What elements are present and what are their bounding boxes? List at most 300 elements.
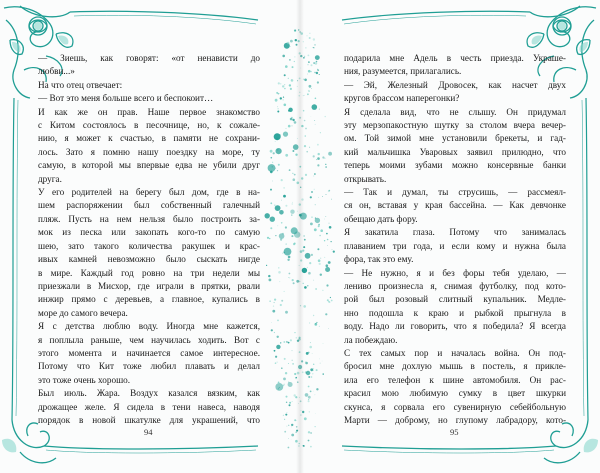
- splatter-dot: [327, 239, 329, 241]
- splatter-dot: [286, 402, 287, 403]
- splatter-dot: [284, 384, 285, 385]
- splatter-dot: [277, 320, 279, 322]
- splatter-dot: [310, 196, 312, 198]
- splatter-dot: [304, 145, 306, 147]
- text-line: фора, так это ему.: [344, 254, 414, 265]
- splatter-dot: [279, 210, 284, 215]
- splatter-dot: [286, 341, 288, 343]
- splatter-dot: [289, 84, 291, 86]
- text-line: скунса, я сорвала его сувенирную себейбольную: [344, 401, 566, 412]
- splatter-dot: [285, 65, 288, 68]
- splatter-dot: [322, 361, 323, 362]
- splatter-dot: [309, 33, 310, 34]
- splatter-dot: [320, 258, 321, 259]
- splatter-dot: [292, 401, 293, 402]
- splatter-dot: [277, 362, 278, 363]
- splatter-dot: [270, 227, 272, 229]
- splatter-dot: [317, 164, 319, 166]
- splatter-dot: [285, 128, 286, 129]
- splatter-dot: [283, 99, 284, 100]
- text-line: И как же он прав. Наше первое знакомство: [38, 106, 260, 117]
- text-line: лениво произнесла я, снимая футболку, под кото-: [344, 280, 566, 291]
- text-line: плаванием три года, и если кому и нужна была: [344, 240, 566, 251]
- splatter-dot: [280, 342, 281, 343]
- splatter-dot: [276, 92, 278, 94]
- splatter-dot: [290, 405, 291, 406]
- text-line: эту мерзопакостную шутку за столом вчера вечер-: [344, 120, 566, 131]
- splatter-dot: [284, 74, 286, 76]
- splatter-dot: [314, 189, 315, 190]
- right-page: [300, 0, 600, 473]
- splatter-dot: [312, 353, 313, 354]
- splatter-dot: [275, 138, 277, 140]
- splatter-dot: [314, 228, 317, 231]
- splatter-dot: [324, 257, 325, 258]
- splatter-dot: [318, 225, 320, 227]
- splatter-dot: [326, 233, 328, 235]
- text-line: ивых камней невозможно было сыскать нигде: [38, 254, 260, 265]
- splatter-dot: [308, 55, 310, 57]
- splatter-dot: [278, 164, 280, 166]
- splatter-dot: [310, 446, 312, 448]
- splatter-dot: [308, 352, 310, 354]
- splatter-dot: [322, 290, 323, 291]
- splatter-dot: [311, 217, 312, 218]
- splatter-dot: [284, 419, 285, 420]
- splatter-dot: [314, 44, 315, 45]
- splatter-dot: [329, 301, 330, 302]
- splatter-dot: [290, 46, 291, 47]
- splatter-dot: [282, 85, 284, 87]
- text-line: Я сделала вид, что не слышу. Он придумал: [344, 106, 566, 117]
- splatter-dot: [288, 425, 289, 426]
- text-line: — Так и думал, ты струсишь, — рассмеял-: [344, 187, 566, 198]
- splatter-dot: [275, 383, 283, 391]
- splatter-dot: [315, 426, 316, 427]
- splatter-dot: [287, 259, 289, 261]
- splatter-dot: [281, 200, 282, 201]
- splatter-dot: [284, 248, 292, 256]
- splatter-dot: [266, 265, 267, 266]
- left-page-body-text: [38, 52, 260, 427]
- splatter-dot: [292, 360, 293, 361]
- splatter-dot: [315, 55, 320, 60]
- splatter-dot: [276, 345, 280, 349]
- splatter-dot: [328, 328, 329, 329]
- splatter-dot: [307, 93, 309, 95]
- splatter-dot: [317, 69, 318, 70]
- page-number: 94: [144, 427, 153, 437]
- text-line: — Зиешь, как говорят: «от ненависти до: [38, 53, 260, 63]
- splatter-dot: [274, 332, 275, 333]
- splatter-dot: [313, 176, 314, 177]
- splatter-dot: [272, 310, 275, 313]
- splatter-dot: [265, 213, 270, 218]
- splatter-dot: [285, 154, 288, 157]
- splatter-dot: [314, 173, 316, 175]
- splatter-dot: [310, 223, 313, 226]
- text-line: теперь моими зубами можно консервные банки: [344, 160, 566, 171]
- splatter-dot: [308, 90, 309, 91]
- splatter-dot: [308, 386, 310, 388]
- splatter-dot: [310, 432, 312, 434]
- text-line: мок из песка или закопать кого-то по самую: [38, 227, 260, 238]
- splatter-dot: [283, 187, 284, 188]
- splatter-dot: [312, 104, 318, 110]
- splatter-dot: [310, 368, 313, 371]
- splatter-dot: [278, 108, 279, 109]
- splatter-dot: [283, 385, 284, 386]
- splatter-dot: [309, 37, 311, 39]
- splatter-dot: [308, 440, 310, 442]
- splatter-dot: [316, 322, 317, 323]
- splatter-dot: [288, 382, 293, 387]
- splatter-dot: [289, 402, 291, 404]
- splatter-dot: [288, 438, 289, 439]
- splatter-dot: [283, 378, 286, 381]
- splatter-dot: [282, 55, 285, 58]
- splatter-dot: [329, 223, 330, 224]
- splatter-dot: [273, 306, 274, 307]
- splatter-dot: [315, 98, 317, 100]
- splatter-dot: [329, 226, 332, 229]
- text-line: приезжали в Мисхор, где играли в прятки, рвали: [38, 280, 260, 291]
- splatter-dot: [328, 152, 332, 156]
- splatter-dot: [318, 224, 320, 226]
- splatter-dot: [278, 267, 279, 268]
- splatter-dot: [318, 153, 320, 155]
- splatter-dot: [319, 109, 320, 110]
- splatter-dot: [292, 173, 293, 174]
- splatter-dot: [290, 210, 294, 214]
- splatter-dot: [291, 434, 294, 437]
- text-line: — Не нужно, я и без форы тебя уделаю, —: [344, 267, 566, 278]
- splatter-dot: [290, 118, 293, 121]
- splatter-dot: [288, 382, 289, 383]
- splatter-dot: [315, 413, 316, 414]
- splatter-dot: [324, 240, 325, 241]
- splatter-dot: [325, 216, 326, 217]
- splatter-dot: [312, 373, 313, 374]
- splatter-dot: [319, 74, 320, 75]
- splatter-dot: [286, 412, 287, 413]
- splatter-dot: [294, 61, 295, 62]
- text-line: подарила мне Адель в честь приезда. Украше-: [344, 53, 566, 63]
- splatter-dot: [311, 64, 313, 66]
- splatter-dot: [313, 315, 314, 316]
- splatter-dot: [271, 157, 273, 159]
- splatter-dot: [277, 149, 279, 151]
- splatter-dot: [269, 279, 272, 282]
- text-line: море до самого вечера.: [38, 307, 128, 318]
- splatter-dot: [283, 341, 285, 343]
- splatter-dot: [291, 439, 292, 440]
- splatter-dot: [330, 297, 331, 298]
- splatter-dot: [304, 56, 305, 57]
- splatter-dot: [283, 253, 284, 254]
- splatter-dot: [325, 166, 327, 168]
- splatter-dot: [274, 204, 276, 206]
- splatter-dot: [304, 417, 307, 420]
- splatter-dot: [309, 411, 310, 412]
- splatter-dot: [316, 61, 318, 63]
- splatter-dot: [281, 179, 283, 181]
- text-line: воду. Надо ли говорить, что я победила? Я всегда: [344, 321, 566, 332]
- text-line: обещаю дать фору.: [344, 213, 418, 224]
- splatter-dot: [280, 97, 282, 99]
- splatter-dot: [308, 70, 311, 73]
- splatter-dot: [308, 399, 309, 400]
- splatter-dot: [308, 431, 310, 433]
- splatter-dot: [277, 336, 279, 338]
- splatter-dot: [327, 245, 328, 246]
- splatter-dot: [285, 243, 287, 245]
- text-line: кругов брассом наперегонки?: [344, 93, 460, 104]
- splatter-dot: [288, 277, 289, 278]
- splatter-dot: [288, 447, 290, 449]
- splatter-dot: [292, 66, 294, 68]
- splatter-dot: [325, 164, 326, 165]
- text-line: бросил мне дохлую мышь в постель, я прикле-: [344, 361, 566, 372]
- splatter-dot: [316, 388, 318, 390]
- splatter-dot: [331, 300, 333, 302]
- text-line: нию, я может к счастью, в памяти не сохрани-: [38, 133, 260, 144]
- splatter-dot: [269, 301, 270, 302]
- splatter-dot: [291, 426, 292, 427]
- splatter-dot: [291, 79, 294, 82]
- text-line: самую, в которой мы впервые едва не убили друг: [38, 160, 260, 171]
- splatter-dot: [278, 388, 279, 389]
- splatter-dot: [291, 214, 292, 215]
- splatter-dot: [313, 280, 314, 281]
- splatter-dot: [285, 226, 287, 228]
- splatter-dot: [270, 189, 272, 191]
- text-line: У его родителей на берегу был дом, где в на-: [38, 187, 260, 198]
- splatter-dot: [320, 274, 322, 276]
- splatter-dot: [315, 62, 318, 65]
- splatter-dot: [272, 162, 273, 163]
- splatter-dot: [305, 393, 309, 397]
- splatter-dot: [275, 235, 276, 236]
- splatter-dot: [322, 196, 323, 197]
- splatter-dot: [317, 248, 319, 250]
- splatter-dot: [315, 204, 316, 205]
- splatter-dot: [304, 239, 306, 241]
- splatter-dot: [275, 356, 277, 358]
- page-number: 95: [450, 427, 459, 437]
- splatter-dot: [275, 99, 278, 102]
- splatter-dot: [288, 78, 289, 79]
- splatter-dot: [285, 134, 286, 135]
- splatter-dot: [313, 364, 314, 365]
- splatter-dot: [284, 84, 285, 85]
- splatter-dot: [315, 288, 317, 290]
- splatter-dot: [304, 120, 306, 122]
- splatter-dot: [305, 361, 307, 363]
- text-line: Потому что Кит тоже любил плавать и делал: [38, 361, 260, 372]
- splatter-dot: [325, 267, 330, 272]
- splatter-dot: [309, 322, 310, 323]
- splatter-dot: [305, 253, 311, 259]
- splatter-dot: [272, 181, 273, 182]
- splatter-dot: [319, 326, 320, 327]
- splatter-dot: [281, 300, 283, 302]
- splatter-dot: [284, 252, 285, 253]
- splatter-dot: [331, 241, 332, 242]
- splatter-dot: [309, 346, 312, 349]
- splatter-dot: [318, 259, 321, 262]
- splatter-dot: [313, 370, 314, 371]
- splatter-dot: [291, 424, 293, 426]
- splatter-dot: [292, 119, 294, 121]
- splatter-dot: [307, 285, 308, 286]
- splatter-dot: [277, 106, 278, 107]
- splatter-dot: [269, 238, 270, 239]
- splatter-dot: [313, 38, 315, 40]
- splatter-dot: [275, 205, 281, 211]
- splatter-dot: [323, 373, 324, 374]
- splatter-dot: [304, 95, 305, 96]
- splatter-dot: [278, 382, 280, 384]
- splatter-dot: [292, 279, 294, 281]
- splatter-dot: [285, 205, 287, 207]
- splatter-dot: [285, 414, 287, 416]
- splatter-dot: [292, 204, 293, 205]
- splatter-dot: [283, 195, 286, 198]
- splatter-dot: [267, 237, 269, 239]
- splatter-dot: [280, 83, 281, 84]
- splatter-dot: [280, 304, 282, 306]
- splatter-dot: [291, 80, 292, 81]
- splatter-dot: [288, 342, 290, 344]
- text-line: ом. Той зимой мне установили брекеты, и гад-: [344, 133, 566, 144]
- splatter-dot: [281, 367, 283, 369]
- splatter-dot: [274, 302, 275, 303]
- splatter-dot: [274, 350, 276, 352]
- text-line: это тоже очень хорошо.: [38, 374, 131, 385]
- splatter-dot: [278, 271, 281, 274]
- splatter-dot: [317, 81, 319, 83]
- splatter-dot: [287, 42, 290, 45]
- splatter-dot: [271, 329, 273, 331]
- splatter-dot: [305, 135, 307, 137]
- splatter-dot: [315, 217, 316, 218]
- text-line: порядок в новой шкатулке для украшений, что: [38, 414, 260, 425]
- splatter-dot: [268, 275, 270, 277]
- splatter-dot: [270, 217, 275, 222]
- splatter-dot: [289, 59, 291, 61]
- splatter-dot: [331, 199, 332, 200]
- splatter-dot: [320, 132, 321, 133]
- splatter-dot: [313, 155, 315, 157]
- text-line: — Вот это меня больше всего и беспокоит…: [38, 93, 214, 104]
- splatter-dot: [314, 120, 315, 121]
- splatter-dot: [307, 64, 308, 65]
- splatter-dot: [316, 159, 317, 160]
- splatter-dot: [292, 150, 294, 152]
- splatter-dot: [290, 88, 292, 90]
- splatter-dot: [328, 190, 330, 192]
- splatter-dot: [293, 178, 296, 181]
- splatter-dot: [328, 261, 331, 264]
- splatter-dot: [326, 284, 328, 286]
- splatter-dot: [308, 272, 311, 275]
- splatter-dot: [314, 72, 315, 73]
- splatter-dot: [315, 124, 316, 125]
- splatter-dot: [311, 254, 313, 256]
- text-line: пляж. Пусть на нем нельзя было построить за-: [38, 213, 260, 224]
- splatter-dot: [290, 339, 292, 341]
- splatter-dot: [327, 299, 329, 301]
- splatter-dot: [292, 202, 293, 203]
- splatter-dot: [270, 171, 273, 174]
- splatter-dot: [279, 233, 285, 239]
- splatter-dot: [313, 391, 314, 392]
- splatter-dot: [319, 235, 321, 237]
- splatter-dot: [291, 235, 293, 237]
- splatter-dot: [306, 151, 308, 153]
- splatter-dot: [275, 141, 276, 142]
- splatter-dot: [305, 371, 307, 373]
- splatter-dot: [284, 358, 286, 360]
- splatter-dot: [323, 343, 324, 344]
- splatter-dot: [316, 72, 318, 74]
- splatter-dot: [279, 281, 280, 282]
- splatter-dot: [307, 267, 308, 268]
- splatter-dot: [307, 36, 308, 37]
- splatter-dot: [310, 71, 311, 72]
- splatter-dot: [287, 426, 288, 427]
- splatter-dot: [270, 202, 272, 204]
- splatter-dot: [289, 404, 291, 406]
- splatter-dot: [308, 90, 310, 92]
- right-page-body-text: [344, 52, 566, 427]
- splatter-dot: [310, 342, 311, 343]
- splatter-dot: [277, 225, 278, 226]
- splatter-dot: [270, 150, 273, 153]
- splatter-dot: [317, 144, 319, 146]
- splatter-dot: [284, 291, 285, 292]
- splatter-dot: [318, 197, 319, 198]
- splatter-dot: [285, 372, 287, 374]
- text-line: ния, разумеется, прилагались.: [344, 66, 462, 77]
- text-line: рой был розовый слитный купальник. Медле-: [344, 294, 566, 305]
- text-line: ла побеждаю.: [344, 334, 398, 345]
- splatter-dot: [292, 125, 293, 126]
- splatter-dot: [320, 229, 323, 232]
- splatter-dot: [277, 170, 278, 171]
- text-line: ила его телефон к шине автомобиля. Он рас-: [344, 374, 566, 385]
- text-line: с Китом состоялось в песочнице, но, к сожале-: [38, 120, 260, 131]
- text-line: С тех самых пор и началась война. Он под-: [344, 347, 566, 358]
- splatter-dot: [319, 263, 321, 265]
- splatter-dot: [284, 431, 286, 433]
- text-line: этого момента и начинается самое интересное.: [38, 347, 260, 358]
- splatter-dot: [288, 256, 291, 259]
- text-line: красил мою любимую сумку в цвет шкурки: [344, 388, 566, 399]
- splatter-dot: [288, 125, 291, 128]
- splatter-dot: [308, 396, 311, 399]
- text-line: шем распоряжении был собственный галечный: [38, 200, 260, 211]
- splatter-dot: [311, 376, 313, 378]
- splatter-dot: [289, 273, 291, 275]
- text-line: дрожащее желе. Я сидела в тени навеса, наводя: [38, 401, 260, 412]
- splatter-dot: [293, 282, 295, 284]
- text-line: Марти — доброму, но глупому лабрадору, кото-: [344, 414, 566, 425]
- splatter-dot: [315, 394, 316, 395]
- splatter-dot: [333, 251, 335, 253]
- splatter-dot: [309, 147, 310, 148]
